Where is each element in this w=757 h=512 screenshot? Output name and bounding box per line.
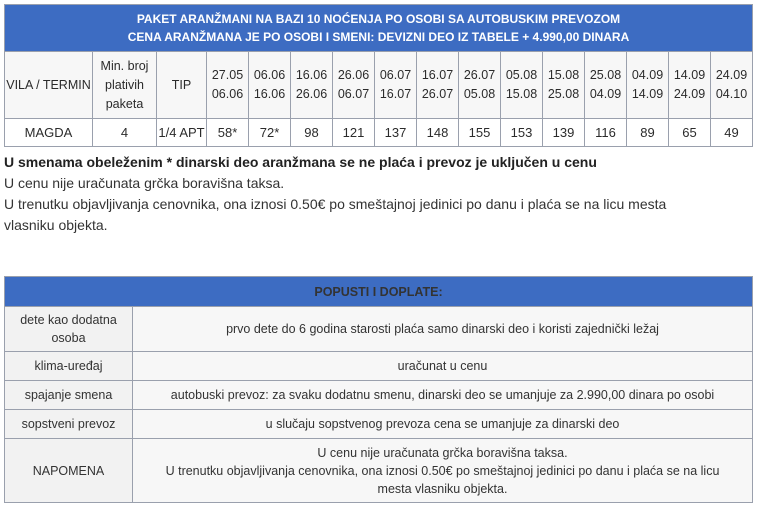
- discount-key: NAPOMENA: [5, 439, 133, 503]
- discount-value: [133, 439, 753, 503]
- term-header: [459, 52, 501, 119]
- term-to: 06.06: [211, 87, 244, 101]
- discount-value: autobuski prevoz: za svaku dodatnu smenu, dinarski deo se umanjuje za 2.990,00 dinara po osobi: [133, 381, 753, 410]
- term-from: 24.09: [715, 68, 748, 82]
- price-notes: [4, 152, 752, 236]
- price-table: [4, 4, 753, 147]
- price-cell: 137: [375, 119, 417, 147]
- price-cell: 65: [669, 119, 711, 147]
- discounts-header: [5, 277, 753, 307]
- price-cell: 121: [333, 119, 375, 147]
- price-column-headers: [5, 52, 753, 119]
- price-table-header: [5, 5, 753, 52]
- price-title-line-1: PAKET ARANŽMANI NA BAZI 10 NOĆENJA PO OSOBI SA AUTOBUSKIM PREVOZOM: [136, 12, 621, 26]
- term-header: [711, 52, 753, 119]
- table-row: [5, 439, 753, 503]
- col-header-min-line-1: Min. broj: [100, 58, 149, 73]
- term-from: 16.06: [295, 68, 328, 82]
- napomena-line-1: U cenu nije uračunata grčka boravišna taksa.: [317, 445, 568, 460]
- discount-key-line-2: osoba: [51, 331, 86, 345]
- term-header: [207, 52, 249, 119]
- term-from: 26.07: [463, 68, 496, 82]
- term-to: 26.06: [295, 87, 328, 101]
- discounts-title: POPUSTI I DOPLATE:: [5, 277, 753, 307]
- note-tax-payee: vlasniku objekta.: [4, 217, 108, 233]
- term-to: 15.08: [505, 87, 538, 101]
- term-from: 25.08: [589, 68, 622, 82]
- discount-value: prvo dete do 6 godina starosti plaća samo dinarski deo i koristi zajednički ležaj: [133, 307, 753, 352]
- term-from: 14.09: [673, 68, 706, 82]
- price-cell: 148: [417, 119, 459, 147]
- term-from: 06.06: [253, 68, 286, 82]
- min-packages: 4: [93, 119, 157, 147]
- price-cell: 153: [501, 119, 543, 147]
- discount-key: [5, 307, 133, 352]
- apartment-type: 1/4 APT: [157, 119, 207, 147]
- term-from: 15.08: [547, 68, 580, 82]
- note-tax: U cenu nije uračunata grčka boravišna taksa.: [4, 175, 285, 191]
- term-to: 06.07: [337, 87, 370, 101]
- term-header: [501, 52, 543, 119]
- term-from: 05.08: [505, 68, 538, 82]
- term-to: 16.07: [379, 87, 412, 101]
- table-row: [5, 381, 753, 410]
- price-cell: 116: [585, 119, 627, 147]
- price-cell: 139: [543, 119, 585, 147]
- table-row: [5, 119, 753, 147]
- napomena-line-2: U trenutku objavljivanja cenovnika, ona iznosi 0.50€ po smeštajnoj jedinici po danu i plaća se na licu: [165, 463, 720, 478]
- term-to: 04.10: [715, 87, 748, 101]
- col-header-min-line-3: paketa: [105, 96, 144, 111]
- table-row: [5, 307, 753, 352]
- term-header: [291, 52, 333, 119]
- price-table-title: [5, 5, 753, 52]
- term-to: 05.08: [463, 87, 496, 101]
- price-cell: 72*: [249, 119, 291, 147]
- discount-key: sopstveni prevoz: [5, 410, 133, 439]
- note-asterisk: U smenama obeleženim * dinarski deo aranžmana se ne plaća i prevoz je uključen u cenu: [4, 154, 597, 170]
- table-row: [5, 410, 753, 439]
- term-header: [333, 52, 375, 119]
- term-from: 27.05: [211, 68, 244, 82]
- discount-value: u slučaju sopstvenog prevoza cena se umanjuje za dinarski deo: [133, 410, 753, 439]
- term-header: [249, 52, 291, 119]
- term-to: 25.08: [547, 87, 580, 101]
- term-to: 14.09: [631, 87, 664, 101]
- term-header: [375, 52, 417, 119]
- table-row: [5, 352, 753, 381]
- term-header: [627, 52, 669, 119]
- note-tax-amount: U trenutku objavljivanja cenovnika, ona iznosi 0.50€ po smeštajnoj jedinici po danu i plaća se na licu mesta: [4, 196, 667, 212]
- discount-key-line-1: dete kao dodatna: [20, 313, 117, 327]
- price-cell: 98: [291, 119, 333, 147]
- price-cell: 49: [711, 119, 753, 147]
- term-header: [417, 52, 459, 119]
- price-cell: 58*: [207, 119, 249, 147]
- term-header: [543, 52, 585, 119]
- term-from: 16.07: [421, 68, 454, 82]
- col-header-min-line-2: plativih: [105, 77, 144, 92]
- term-from: 04.09: [631, 68, 664, 82]
- napomena-line-3: mesta vlasniku objekta.: [377, 481, 508, 496]
- term-from: 26.06: [337, 68, 370, 82]
- term-header: [585, 52, 627, 119]
- term-to: 24.09: [673, 87, 706, 101]
- villa-name: MAGDA: [5, 119, 93, 147]
- price-title-line-2: CENA ARANŽMANA JE PO OSOBI I SMENI: DEVIZNI DEO IZ TABELE + 4.990,00 DINARA: [127, 30, 630, 44]
- discount-value: uračunat u cenu: [133, 352, 753, 381]
- discount-key: spajanje smena: [5, 381, 133, 410]
- discount-key: klima-uređaj: [5, 352, 133, 381]
- term-to: 16.06: [253, 87, 286, 101]
- term-header: [669, 52, 711, 119]
- term-to: 26.07: [421, 87, 454, 101]
- price-cell: 89: [627, 119, 669, 147]
- col-header-villa: VILA / TERMIN: [5, 52, 93, 119]
- discounts-table: [4, 276, 753, 503]
- term-from: 06.07: [379, 68, 412, 82]
- col-header-min-packages: [93, 52, 157, 119]
- term-to: 04.09: [589, 87, 622, 101]
- price-cell: 155: [459, 119, 501, 147]
- col-header-tip: TIP: [157, 52, 207, 119]
